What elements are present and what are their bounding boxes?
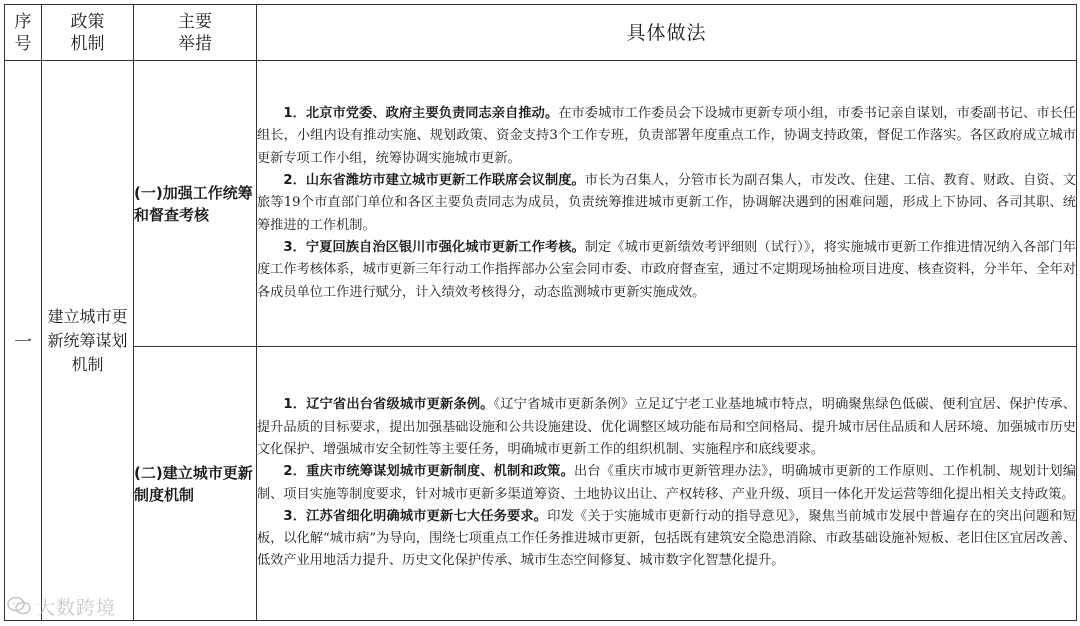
detail-item bbox=[257, 237, 1076, 304]
row-mechanism bbox=[42, 61, 134, 621]
detail-item bbox=[257, 461, 1076, 506]
header-detail: 具体做法 bbox=[257, 5, 1077, 61]
row-mechanism-text: 建立城市更新统筹谋划机制 bbox=[47, 306, 128, 374]
table-header-row bbox=[5, 5, 1077, 61]
header-mechanism bbox=[42, 5, 134, 61]
header-seq-line2: 号 bbox=[14, 33, 32, 54]
header-measure-line1: 主要 bbox=[178, 11, 212, 32]
header-mechanism-line1: 政策 bbox=[70, 11, 105, 32]
item-lead: 1．北京市党委、政府主要负责同志亲自推动。 bbox=[283, 106, 559, 122]
table-row bbox=[5, 347, 1077, 621]
detail-item bbox=[257, 506, 1076, 573]
detail-item bbox=[257, 394, 1076, 461]
row-seq: 一 bbox=[5, 61, 42, 621]
header-seq-line1: 序 bbox=[14, 11, 32, 32]
policy-table bbox=[4, 4, 1077, 621]
watermark-text: 大数跨境 bbox=[36, 596, 117, 619]
detail-item bbox=[257, 170, 1076, 237]
chat-bubble-icon bbox=[6, 595, 32, 617]
detail-2 bbox=[257, 347, 1077, 621]
item-lead: 3．宁夏回族自治区银川市强化城市更新工作考核。 bbox=[283, 239, 585, 255]
header-seq bbox=[5, 5, 42, 61]
watermark bbox=[6, 592, 116, 620]
item-text: 市长为召集人，分管市长为副召集人，市发改、住建、工信、教育、财政、自资、文旅等19个市直部门单位和各区主要负责同志为成员，负责统筹推进城市更新工作，协调解决遇到的困难问题，形成上下协同、各司其职、统筹推进的工作机制。 bbox=[257, 173, 1076, 233]
item-text: 《辽宁省城市更新条例》立足辽宁老工业基地城市特点，明确聚焦绿色低碳、便利宜居、保护传承、提升品质的目标要求，提出加强基础设施和公共设施建设、优化调整区域功能布局和空间格局、提升城市居住品质和人居环境、加强城市历史文化保护、增强城市安全韧性等主要任务，明确城市更新工作的组织机制、实施程序和底线要求。 bbox=[257, 397, 1076, 457]
item-lead: 1．辽宁省出台省级城市更新条例。 bbox=[283, 397, 494, 413]
item-text: 在市委城市工作委员会下设城市更新专项小组，市委书记亲自谋划，市委副书记、市长任组长，小组内设有推动实施、规划政策、资金支持3个工作专班，负责部署年度重点工作，协调支持政策，督促工作落实。各区政府成立城市更新专项工作小组，统筹协调实施城市更新。 bbox=[257, 106, 1076, 166]
item-lead: 2．山东省潍坊市建立城市更新工作联席会议制度。 bbox=[283, 173, 585, 189]
header-mechanism-line2: 机制 bbox=[70, 33, 105, 54]
item-text: 制定《城市更新绩效考评细则（试行）》，将实施城市更新工作推进情况纳入各部门年度工作考核体系，城市更新三年行动工作指挥部办公室会同市委、市政府督查室，通过不定期现场抽检项目进度、核查资料，分半年、全年对各成员单位工作进行赋分，计入绩效考核得分，动态监测城市更新实施成效。 bbox=[257, 239, 1076, 300]
item-lead: 3．江苏省细化明确城市更新七大任务要求。 bbox=[283, 508, 548, 524]
detail-1 bbox=[257, 61, 1077, 347]
header-measure bbox=[134, 5, 257, 61]
measure-1: (一)加强工作统筹和督查考核 bbox=[134, 61, 257, 347]
item-text: 印发《关于实施城市更新行动的指导意见》，聚焦当前城市发展中普遍存在的突出问题和短板，以化解“城市病”为导向，围绕七项重点工作任务推进城市更新，包括既有建筑安全隐患消除、市政基础设施补短板、老旧住区宜居改善、低效产业用地活力提升、历史文化保护传承、城市生态空间修复、城市数字化智慧化提升。 bbox=[257, 508, 1076, 569]
header-measure-line2: 举措 bbox=[178, 33, 212, 54]
table-row bbox=[5, 61, 1077, 347]
item-text: 出台《重庆市城市更新管理办法》，明确城市更新的工作原则、工作机制、规划计划编制、项目实施等制度要求，针对城市更新多渠道筹资、土地协议出让、产权转移、产业升级、项目一体化开发运营等细化提出相关支持政策。 bbox=[257, 464, 1076, 502]
item-lead: 2．重庆市统筹谋划城市更新制度、机制和政策。 bbox=[283, 464, 574, 480]
measure-2: (二)建立城市更新制度机制 bbox=[134, 347, 257, 621]
detail-item bbox=[257, 103, 1076, 170]
